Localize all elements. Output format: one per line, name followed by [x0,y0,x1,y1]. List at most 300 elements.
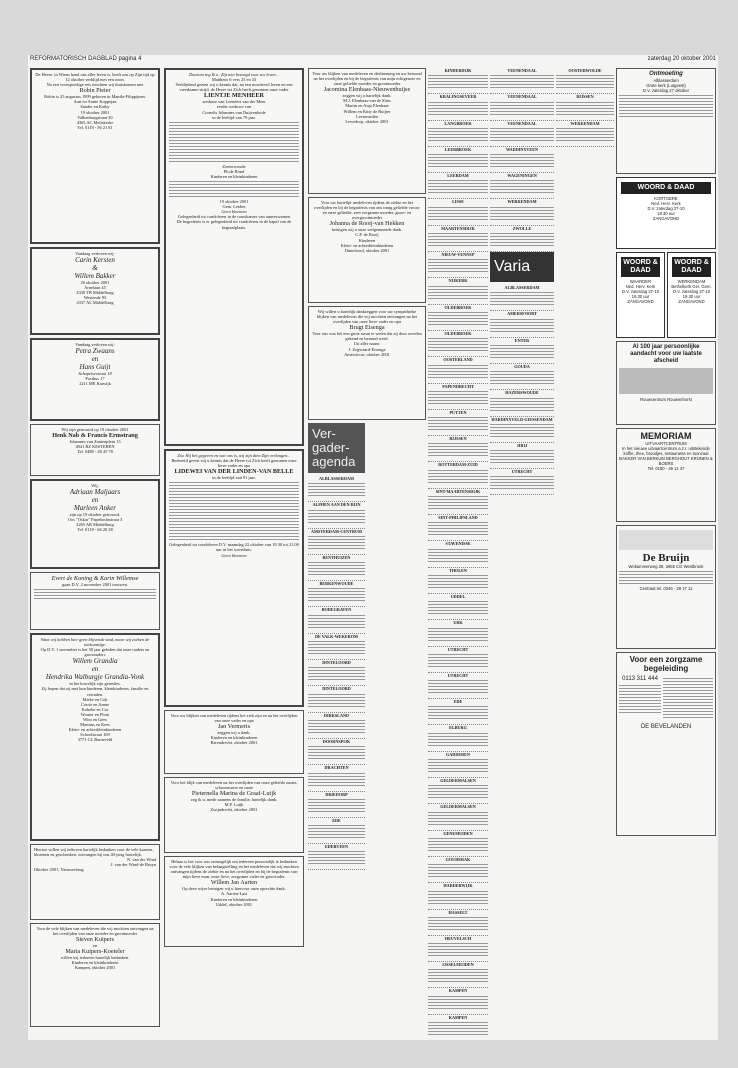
church-place: WERKENDAM [570,120,600,126]
church-details [428,102,488,115]
church-service [428,962,488,988]
church-details [428,812,488,825]
ad-text: Wokammerweg 28, 3655 CG Westbroek [628,564,704,569]
notice-text: en [92,943,98,949]
ad-text: D.V. zaterdag 27 oktober [642,88,690,93]
church-place: DINTELOORD [322,686,351,692]
notice-text: 4330 TB Middelburg [76,290,114,296]
church-service [428,515,488,541]
ad-text: D.V. zaterdag 27-10 [647,206,685,211]
church-service [490,364,554,390]
notice-name: Johanna de Rooij-van Hekken [329,220,405,228]
church-place: EDE [453,699,463,705]
church-place: UTRECHT [447,672,469,678]
church-service [428,357,488,383]
notice-text: in de leeftijd van 91 jaar. [212,475,256,481]
notice-name: Willem Jan Aarten [210,879,258,887]
ad-lines [619,95,713,117]
church-service [428,252,488,278]
notice-lines [169,122,299,162]
notice-text: Voor de vele blijken van medeleven die wij mochten ontvangen na het overlijden van onze moeder en grootmoeder [36,926,154,937]
church-details [428,575,488,588]
church-service [428,1015,488,1038]
notice-text: in de leeftijd van 79 jaar. [212,114,256,120]
church-details [490,233,554,246]
notice-text: Marinus en Kees [80,722,110,728]
notice-text: Martin en Anja Elenbaas [345,103,389,109]
church-details [308,694,365,707]
church-place: IJSSELMUIDEN [442,962,474,968]
church-place: GOUDA [514,363,530,369]
notice-text: Bedroefd geven wij u kennis dat de Heere tot Zich heeft genomen onze lieve vader en opa [171,458,297,469]
church-details [428,996,488,1009]
church-list [490,68,554,252]
church-place: VEENENDAAL [507,94,537,100]
church-service [428,147,488,173]
ad-text: Alblasserdam [653,78,679,83]
church-details [428,180,488,193]
notice-text: Westende 93 [83,295,107,301]
ad-lines [619,571,713,584]
church-service [490,147,554,173]
ad-text: 19.30 uur [682,294,701,299]
notice-text: Kinderen [358,237,376,243]
notice-text: Schapelsestraat 18 [78,371,112,377]
bevelanden-ad [616,652,716,836]
notice-text: Mattheus 6 vers 25 en 33 [211,77,257,83]
church-service [428,331,488,357]
thanks-notice [164,856,304,947]
ad-text: D.V. zaterdag 27-10 [672,289,711,294]
church-service [428,883,488,909]
church-details [428,628,488,641]
notice-text: Op D.V. 1 november is het 50 jaar geleden dat onze ouders en grootouders [40,647,150,658]
church-place: KAMPEN [448,988,468,994]
ad-text: WAARDER [629,279,652,284]
ad-left [619,676,661,720]
church-place: GADDEREN [446,751,470,757]
church-place: HARDINXVELD-GIESSENDAM [491,416,553,422]
engagement-notice [30,338,160,421]
notice-text: Barendrecht, oktober 2001 [210,740,258,746]
notice-name: Marleen Anker [73,504,117,513]
notice-text: Geen bloemen [221,209,247,215]
church-service [490,94,554,120]
church-details [428,128,488,141]
ad-right [663,676,713,720]
church-service [428,489,488,515]
notice-text: en [91,665,99,674]
notice-text: 2211 ME Katwijk [79,381,111,387]
thanks-notice [308,306,426,420]
anniversary-notice [30,633,160,841]
church-service [428,673,488,699]
notice-text: Wij zijn getrouwd op 19 oktober 2001 [61,427,129,432]
memoriam-ad [616,428,716,522]
ad-text: Centraal tel. 0346 - 28 17 11 [639,586,693,591]
notice-text: De begrafenis is er gelegenheid tot condoleren in de kapel van de begraafplaats. [176,219,292,230]
church-service [308,634,365,660]
notice-text: J. Zegwaard-Eisenga [348,346,386,352]
ad-text: ZANGAVOND [678,299,705,304]
ad-title: De Bruijn [642,552,690,564]
notice-text: Robin is 25 augustus 1999 geboren in Manila-Filippijnen. [44,94,146,100]
church-service [308,792,365,818]
notice-name: Adriaan Maljaars [69,488,121,497]
woord-daad-row [616,252,716,341]
church-service [308,555,365,581]
church-details [428,443,488,456]
church-details [490,292,554,305]
column-3 [308,68,426,1038]
notice-text: Mieke en Cok [82,696,108,702]
ad-text: Tel. 0180 - 49 11 47 [647,466,685,471]
church-details [308,773,365,786]
death-notice [164,68,304,446]
notice-text: 19 oktober 2001 [80,109,110,115]
church-place: WERKENDAM [507,199,537,205]
church-service [428,752,488,778]
church-service [490,285,554,311]
notice-text: Arnelaan 45 [84,285,106,291]
church-service [308,660,365,686]
church-place: VEENENDAAL [507,68,537,73]
notice-text: Helaas is het voor ons onmogelijk om iedereen persoonlijk te bedanken voor de vele blijken van belangstelling en het medeleven dat wij mochten ontvangen tijdens de ziekte en na het overlijden en bij de begrafenis van mijn lieve man, onze lieve, zorgzame vader en grootvader. [169,859,299,880]
ontmoeting-ad [616,68,716,174]
notice-text: Postbus 17 [85,376,105,382]
birth-notice [30,68,160,244]
church-details [428,601,488,614]
church-service [428,410,488,436]
notice-text: Valkenburgstraat 39 [77,114,113,120]
notice-text: Gem. Leiden [222,204,246,210]
church-details [428,286,488,299]
ad-text: UITVAARTCENTRUM [645,441,687,446]
notice-text: Zoeterwoude [222,163,246,169]
notice-text: Oos "Oskar" Papebochtstraat 3 [67,517,123,523]
notice-text: C.P. de Rooij [355,232,379,238]
church-place: AMERSFOORT [507,311,537,317]
church-details [428,233,488,246]
church-details [428,338,488,351]
church-list [368,423,426,870]
notice-text: Gelegenheid tot condoleren D.V. maandag 22 oktober van 19.30 tot 21.00 uur in het woonhuis. [169,542,299,553]
church-place: PUTTEN [449,409,467,415]
church-service [428,94,488,120]
notice-name: Willem Grandia [72,657,118,666]
church-service [490,68,554,94]
church-service [428,462,488,488]
notice-text: 4265 AR Middelburg [76,522,114,528]
church-place: KAMPEN [448,1014,468,1020]
church-place: VEENENDAAL [507,120,537,126]
church-place: HASSELT [448,909,468,915]
ad-text: Ned. Herv. Kerk [651,201,681,206]
church-details [490,180,554,193]
church-details [556,75,614,88]
church-place: OLDEBROEK [444,330,472,336]
church-details [428,1022,488,1035]
notice-text: Kinderen en kleinkinderen [71,960,119,966]
ad-phone: 0113 311 444 [622,676,658,682]
notice-text: Kampen, oktober 2001 [74,965,116,971]
church-details [490,398,554,411]
church-place: ELBURG [449,725,467,731]
church-details [428,549,488,562]
church-details [490,75,554,88]
church-details [490,207,554,220]
church-place: ALPHEN AAN DEN RIJN [312,502,361,508]
church-details [428,654,488,667]
wedding-notice [30,424,160,476]
thanks-notice [308,68,426,194]
church-details [490,424,554,437]
notice-lines [169,482,299,540]
church-details [428,365,488,378]
notice-text: weduwe van Leendert van der Meer [202,99,266,105]
newspaper-page [28,55,718,1040]
notice-text: Lewedorp, oktober 2001 [345,118,389,124]
ad-text: ZANGAVOND [652,216,680,221]
ad-title: Ontmoeting [649,71,683,77]
church-place: GOUDERAK [445,856,471,862]
ad-text: BAKKER VAN BERKUM BERGHOUT KRIJNEN & BOERS [619,456,713,466]
header-left: REFORMATORISCH DAGBLAD pagina 4 [30,56,142,62]
church-service [428,68,488,94]
church-place: SINT-PHILIPSLAND [438,515,478,521]
notice-text: Leeuwarden [356,113,378,119]
ad-logo: WOORD & DAAD [621,182,711,194]
notice-text: zijn op 19 oktober getrouwd. [69,512,121,518]
notice-text: Verblijdend gezien wij u kennis dat, na een moeitevol leven en een vreedzame strijd, de Heere tot Zich heeft genomen onze vader [175,82,293,93]
notice-text: Hiertoe willen wij iedereen hartelijk bedanken voor de vele kaarten, bloemen en geschenken, ontvangen bij ons 40-jarig huwelijk. [34,847,154,858]
column-5 [490,68,554,1038]
church-place: BENTHUIZEN [322,554,351,560]
agenda-header: Ver-gader-agenda [308,423,365,473]
church-service [556,94,614,120]
church-details [428,259,488,272]
page-header [28,55,718,65]
church-details [490,450,554,463]
notice-text: Gelegenheid tot condoleren in de rouwkamer van aanverwanten [177,214,291,220]
church-service [490,226,554,252]
church-service [490,199,554,225]
notice-text: Wij willen u hartelijk dankzeggen voor uw sympathieke blijken van medeleven die wij mochten ontvangen na het overlijden van onze lieve vader en opa [316,309,418,325]
church-list [308,476,365,870]
church-details [556,128,614,141]
ad-text: D.V. zaterdag 27-10 [621,289,660,294]
notice-text: & [92,264,98,273]
ad-ornament [619,530,713,550]
death-notice [164,449,304,707]
church-details [308,510,365,523]
church-place: DOORNSPIJK [322,738,351,744]
church-place: ENTER [514,337,530,343]
church-place: EDE [332,817,341,823]
church-place: NIEUW-VENNEP [441,252,475,258]
ad-text: In het nieuwe uitvaartcentrum a.z.r. uitstekende koffie, thee, broodjes, restaurants en toonzaal [622,446,710,456]
church-service [428,647,488,673]
notice-text: 4337 AL Middelburg [76,300,114,306]
church-details [428,733,488,746]
notice-name: Robin Pieter [79,87,111,95]
church-list [490,285,554,495]
notice-quote: Daarom zeg Ik u: Zijt niet bezorgd voor uw leven... [189,72,279,77]
church-details [490,128,554,141]
church-place: SINT-MAARTENSDIJK [435,488,481,494]
church-details [428,838,488,851]
church-service [490,121,554,147]
church-details [428,706,488,719]
church-service [490,311,554,337]
church-place: LANGBROEK [444,120,472,126]
church-service [490,338,554,364]
notice-text: gaan D.V. 2 november 2001 trouwen. [62,582,128,587]
notice-text: betuigen wij u onze welgemeende dank. [331,227,403,233]
agenda-area [308,423,426,870]
ad-text: WERKENDAM [677,279,706,284]
church-place: UDDEL [450,593,466,599]
church-service [428,936,488,962]
church-service [490,469,554,495]
notice-text: Cornelis Johannes van Duijvenbode [202,109,266,115]
ad-text: ZANGAVOND [627,299,654,304]
church-place: KRALINGSEVEER [439,94,477,100]
notice-text: 19 oktober 2001 [219,199,249,205]
church-place: MAARTENSDIJK [441,225,475,231]
church-service [428,857,488,883]
church-place: GELDERMALSEN [440,804,476,810]
church-details [308,746,365,759]
church-service [428,568,488,594]
church-service [428,226,488,252]
notice-lines [34,589,156,599]
notice-lines [169,181,299,197]
notice-quote: Zoo Hij het gegeven en wat ons is, wij zijn dien Zijn verlangen... [177,453,291,458]
notice-name: Steven Kuipers [76,936,114,944]
church-service [428,910,488,936]
notice-name: Brugt Eisenga [349,324,385,332]
notice-text: willen wij iedereen hartelijk bedanken. [60,955,130,961]
church-service [308,713,365,739]
notice-text: Voor ons was het een grote steun te weten dat zij door zovelen gekend en bemind werd. [312,331,422,342]
church-details [428,75,488,88]
notice-text: Wim en Gees [83,717,107,723]
notice-name: Petra Zwaans [75,347,115,356]
varia-header: Varia [490,252,554,282]
church-details [490,154,554,167]
church-place: UTRECHT [447,646,469,652]
ad-photo [619,368,713,394]
church-place: OOSTERLAND [443,357,473,363]
church-service [428,699,488,725]
notice-text: De Heere, in Wiens hand ons aller leven is, heeft ons op Zijn tijd op 12 oktober verblijd met een zoon. [35,72,155,83]
wedding-notice [30,479,160,569]
column-5b [556,68,614,1038]
church-service [308,502,365,528]
church-details [308,851,365,864]
church-service [428,778,488,804]
notice-text: Na een voorspoedige reis mochten wij thuiskomen met [46,82,144,88]
church-details [428,943,488,956]
church-service [428,199,488,225]
thanks-notice [308,197,426,303]
woord-daad-ad [667,252,716,338]
notice-text: Uit aller naam: [353,341,381,347]
ad-text: Ned. Herv. Kerk [625,284,656,289]
notice-text: en [91,496,99,505]
church-place: LEERDAM [447,173,469,179]
church-place: BODEGRAVEN [321,607,352,613]
church-service [556,68,614,94]
notice-name: Jan Vermeris [217,723,251,731]
ad-text: Bethelkerk Ger. Gem. [671,284,712,289]
church-service [428,436,488,462]
church-details [428,785,488,798]
church-service [308,765,365,791]
notice-text: Amersfoort, oktober 2001 [344,351,390,357]
ad-text: Rouwcentrum Rouwenhorst [640,397,692,402]
column-4 [428,68,488,1038]
church-place: NIJKERK [448,278,468,284]
notice-text: Wij, [91,483,99,488]
church-place: THOLEN [449,567,467,573]
notice-text: zeggen wij u dank. [217,730,251,736]
church-place: DE VALK-WEKEROM [314,633,358,639]
notice-text: Voor uw hartelijk medeleven tijdens de ziekte en het overlijden en bij de begrafenis van ons innig geliefde vrouw en onze geliefde, zeer zorgzame moeder, groot- en overgrootmoeder [314,200,420,221]
church-service [428,173,488,199]
church-place: BERKENWOUDE [319,581,354,587]
church-details [428,207,488,220]
church-details [308,615,365,628]
notice-text: Op deze wijze betuigen wij u hiervoor onze oprechte dank. [182,886,286,892]
notice-text: Vandaag verloven wij: [75,342,115,347]
church-details [556,102,614,115]
notice-text: Zwijndrecht, oktober 2001 [210,807,258,813]
ad-lines [619,685,661,713]
church-place: DINTELOORD [322,660,351,666]
notice-text: Zij hopen dat zij met hun kinderen, kleinkinderen, familie en vrienden. [41,686,149,697]
church-details [308,720,365,733]
church-service [308,844,365,870]
notice-text: Voor uw blijken van medeleven tijdens het ziek zijn en na het overlijden van onze vader en opa [170,713,298,724]
column-2 [164,68,304,1038]
woord-daad-ad [616,177,716,249]
church-service [428,804,488,830]
woord-daad-ad [616,252,665,338]
notice-name: Willem Bakker [74,272,116,281]
ad-logo: WOORD & DAAD [621,257,660,277]
church-details [490,319,554,332]
notice-name: Maria Kuipers-Koeteler [65,948,125,956]
church-service [308,476,365,502]
notice-text: 20 oktober 2001 [80,280,110,286]
column-6 [616,68,716,1038]
church-place: UTRECHT [511,469,533,475]
wedding-announcement [30,572,160,630]
notice-text: Kinderen en kleinkinderen [210,735,258,741]
church-place: WAGENINGEN [507,173,537,179]
thanks-notice [30,923,160,1027]
church-place: OLDEBROEK [444,304,472,310]
notice-text: 3771 CL Barneveld [77,737,113,743]
notice-text: Kobeke en Cor [81,706,109,712]
church-service [428,594,488,620]
church-place: HAZERSWOUDE [505,390,539,396]
notice-text: 4365 AC Meliskerke [76,119,114,125]
notice-text: Kinderen en kleinkinderen [210,173,258,179]
notice-text: A. Aarten-Last [220,891,248,897]
